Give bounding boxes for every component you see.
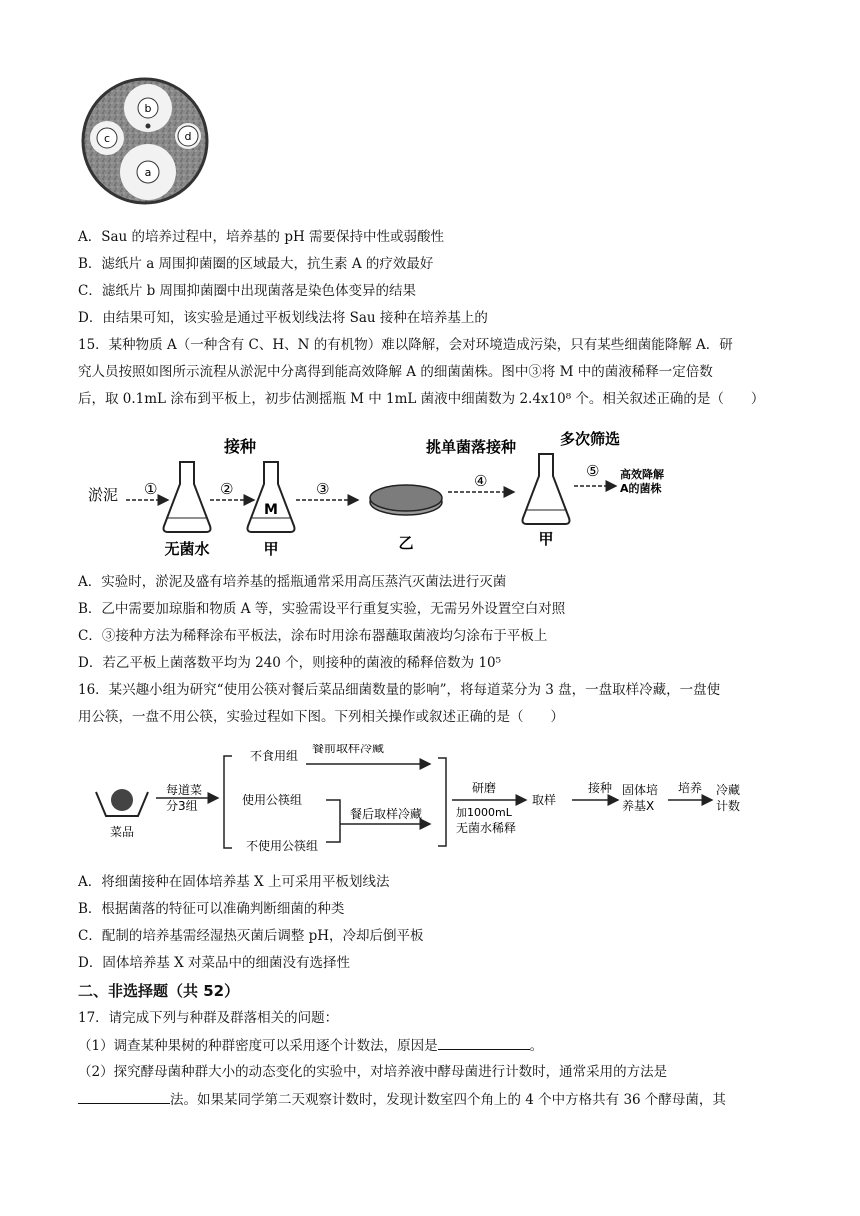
label-inoculate: 接种 xyxy=(588,781,613,795)
q16-stem-line-1: 16．某兴趣小组为研究“使用公筷对餐后菜品细菌数量的影响”，将每道菜分为 3 盘，一盘取样冷藏，一盘使 xyxy=(78,682,721,698)
q15-stem-line-2: 究人员按照如图所示流程从淤泥中分离得到能高效降解 A 的细菌菌株。图中③将 M 中的菌液稀释一定倍数 xyxy=(78,364,713,380)
q16-stem-line-2: 用公筷，一盘不用公筷，实验过程如下图。下列相关操作或叙述正确的是（ ） xyxy=(78,709,564,725)
q14-option-a: A．Sau 的培养过程中，培养基的 pH 需要保持中性或弱酸性 xyxy=(78,229,445,245)
label-jia-2: 甲 xyxy=(538,530,554,548)
q17-part-1-text: （1）调查某种果树的种群密度可以采用逐个计数法，原因是 xyxy=(78,1038,438,1054)
flask-sterile-water xyxy=(164,462,211,532)
label-medium-2: 养基X xyxy=(622,799,655,813)
label-group-3: 不使用公筷组 xyxy=(246,839,319,853)
q17-part-2-line-2 xyxy=(78,1089,726,1110)
label-a: a xyxy=(144,166,152,179)
label-count-1: 冷藏 xyxy=(716,783,741,797)
step-2: ② xyxy=(220,480,234,498)
answer-blank-1[interactable] xyxy=(438,1035,530,1050)
q15-stem-line-3: 后，取 0.1mL 涂布到平板上，初步估测摇瓶 M 中 1mL 菌液中细菌数为 2.4x10⁸ 个。相关叙述正确的是（ ） xyxy=(78,391,765,407)
label-culture: 培养 xyxy=(678,781,703,795)
q17-stem: 17．请完成下列与种群及群落相关的问题： xyxy=(78,1010,339,1026)
q17-part-1 xyxy=(78,1035,543,1056)
q15-option-a: A．实验时，淤泥及盛有培养基的摇瓶通常采用高压蒸汽灭菌法进行灭菌 xyxy=(78,574,507,590)
q15-flowchart-svg xyxy=(88,414,728,564)
petri-dish-svg xyxy=(78,76,213,206)
q15-option-b: B．乙中需要加琼脂和物质 A 等，实验需设平行重复实验，无需另外设置空白对照 xyxy=(78,601,566,617)
label-d: d xyxy=(184,130,192,143)
label-add-water-2: 无菌水稀释 xyxy=(456,821,517,835)
q14-option-c: C．滤纸片 b 周围抑菌圈中出现菌落是染色体变异的结果 xyxy=(78,283,417,299)
q16-option-d: D．固体培养基 X 对菜品中的细菌没有选择性 xyxy=(78,955,351,971)
label-dish: 菜品 xyxy=(109,825,135,839)
petri-dish-figure xyxy=(78,76,213,206)
label-group-1: 不食用组 xyxy=(250,749,299,763)
section-title: 二、非选择题（共 52） xyxy=(78,982,240,1000)
flask-m xyxy=(248,462,295,532)
label-group-2: 使用公筷组 xyxy=(242,793,303,807)
label-before-meal: 餐前取样冷藏 xyxy=(312,744,385,755)
q17-part-2-text: 法。如果某同学第二天观察计数时，发现计数室四个角上的 4 个中方格共有 36 个酵母菌，其 xyxy=(170,1092,726,1108)
label-split-2: 分3组 xyxy=(166,799,198,813)
label-flask-m: M xyxy=(264,502,278,518)
q17-part-1-end: 。 xyxy=(529,1038,544,1054)
step-5: ⑤ xyxy=(586,462,600,480)
label-jia-1: 甲 xyxy=(263,540,279,558)
q15-stem-line-1: 15．某种物质 A（一种含有 C、H、N 的有机物）难以降解，会对环境造成污染，只有某些细菌能降解 A．研 xyxy=(78,337,733,353)
label-sterile-water: 无菌水 xyxy=(164,540,210,558)
flask-jia-2 xyxy=(523,454,570,524)
answer-blank-2[interactable] xyxy=(78,1089,170,1104)
label-b: b xyxy=(144,102,152,115)
q17-part-2-line-1: （2）探究酵母菌种群大小的动态变化的实验中，对培养液中酵母菌进行计数时，通常采用的方法是 xyxy=(78,1064,668,1080)
q15-option-c: C．③接种方法为稀释涂布平板法，涂布时用涂布器蘸取菌液均匀涂布于平板上 xyxy=(78,628,548,644)
label-add-water-1: 加1000mL xyxy=(456,806,512,819)
label-inoculate: 接种 xyxy=(224,437,257,456)
label-medium-1: 固体培 xyxy=(622,783,659,797)
label-result-line-2: A的菌株 xyxy=(620,482,662,495)
step-1: ① xyxy=(144,480,158,498)
q16-flowchart-svg xyxy=(94,744,774,860)
label-result-line-1: 高效降解 xyxy=(620,468,664,481)
label-sample: 取样 xyxy=(532,793,557,807)
label-pick-colony: 挑单菌落接种 xyxy=(426,438,517,456)
q16-option-c: C．配制的培养基需经湿热灭菌后调整 pH，冷却后倒平板 xyxy=(78,928,424,944)
q15-flowchart xyxy=(88,414,728,564)
label-c: c xyxy=(103,132,111,145)
q16-option-a: A．将细菌接种在固体培养基 X 上可采用平板划线法 xyxy=(78,874,390,890)
colony-in-zone-b xyxy=(146,124,151,129)
label-silt: 淤泥 xyxy=(88,486,119,504)
dish-food xyxy=(111,789,133,811)
q15-option-d: D．若乙平板上菌落数平均为 240 个，则接种的菌液的稀释倍数为 10⁵ xyxy=(78,655,502,671)
step-4: ④ xyxy=(474,472,488,490)
label-count-2: 计数 xyxy=(716,799,741,813)
q16-flowchart xyxy=(94,744,774,860)
label-split-1: 每道菜 xyxy=(166,783,203,797)
q14-option-b: B．滤纸片 a 周围抑菌圈的区域最大，抗生素 A 的疗效最好 xyxy=(78,256,434,272)
label-yi: 乙 xyxy=(398,534,414,552)
label-after-meal: 餐后取样冷藏 xyxy=(350,807,423,821)
q16-option-b: B．根据菌落的特征可以准确判断细菌的种类 xyxy=(78,901,345,917)
step-3: ③ xyxy=(316,480,330,498)
label-repeated-screening: 多次筛选 xyxy=(560,430,621,448)
q14-option-d: D．由结果可知，该实验是通过平板划线法将 Sau 接种在培养基上的 xyxy=(78,310,488,326)
label-grind: 研磨 xyxy=(471,781,497,795)
